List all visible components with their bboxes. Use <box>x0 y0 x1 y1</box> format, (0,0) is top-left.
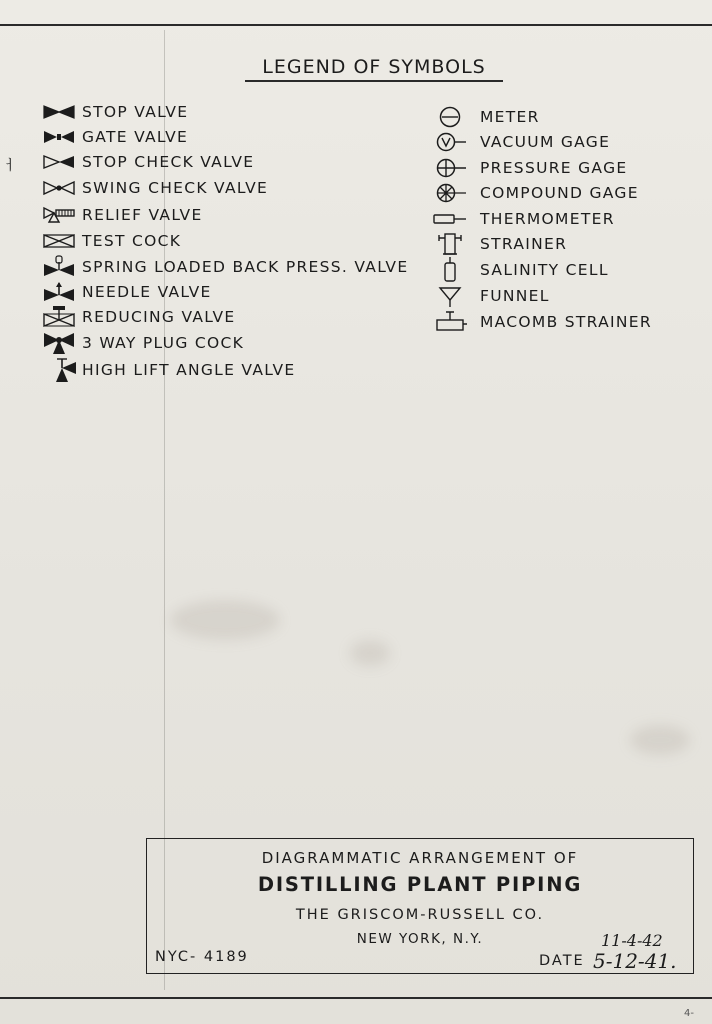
relief-valve-icon <box>36 203 82 227</box>
title-block-heading: DIAGRAMMATIC ARRANGEMENT OF <box>261 849 579 867</box>
legend-item <box>420 284 550 308</box>
legend-item-label: REDUCING VALVE <box>82 308 236 326</box>
compound-gage-icon <box>420 181 480 205</box>
legend-item-label: GATE VALVE <box>82 128 189 146</box>
test-cock-icon <box>36 229 82 253</box>
legend-item <box>420 258 609 282</box>
margin-mark: ㅓ <box>3 158 17 174</box>
stop-check-valve-icon <box>36 150 82 174</box>
legend-item-label: HIGH LIFT ANGLE VALVE <box>82 361 296 379</box>
reducing-valve-icon <box>36 305 82 329</box>
legend-item-label: 3 WAY PLUG COCK <box>82 334 245 352</box>
stop-valve-icon <box>36 100 82 124</box>
legend-item <box>420 310 652 334</box>
legend-item-label: RELIEF VALVE <box>82 206 203 224</box>
legend-item <box>36 331 244 355</box>
legend-item-label: VACUUM GAGE <box>480 133 611 151</box>
legend-item <box>36 125 188 149</box>
legend-item <box>420 156 627 180</box>
drawing-title: DISTILLING PLANT PIPING <box>257 873 583 896</box>
drawing-date: 5-12-41. <box>593 949 677 973</box>
company-location: NEW YORK, N.Y. <box>356 931 484 947</box>
date-label: DATE <box>539 953 585 969</box>
legend-item-label: COMPOUND GAGE <box>480 184 639 202</box>
meter-icon <box>420 105 480 129</box>
legend-item <box>420 207 615 231</box>
legend-item <box>420 181 639 205</box>
three-way-plug-cock-icon <box>36 331 82 355</box>
legend-item-label: PRESSURE GAGE <box>480 159 628 177</box>
high-lift-angle-valve-icon <box>36 358 82 382</box>
needle-valve-icon <box>36 280 82 304</box>
legend-item-label: TEST COCK <box>82 232 182 250</box>
legend-item <box>36 280 212 304</box>
legend-item-label: FUNNEL <box>480 287 550 305</box>
legend-item <box>36 150 254 174</box>
legend-item <box>36 100 188 124</box>
thermometer-icon <box>420 207 480 231</box>
legend-item <box>420 130 610 154</box>
legend-item-label: STOP VALVE <box>82 103 189 121</box>
legend-item <box>36 305 236 329</box>
drawing-number: NYC- 4189 <box>155 949 249 965</box>
legend-item-label: METER <box>480 108 540 126</box>
title-block <box>146 838 694 974</box>
gate-valve-icon <box>36 125 82 149</box>
legend-item-label: MACOMB STRAINER <box>480 313 652 331</box>
pressure-gage-icon <box>420 156 480 180</box>
legend-item-label: STRAINER <box>480 235 568 253</box>
legend-item-label: SALINITY CELL <box>480 261 609 279</box>
legend-item-label: SWING CHECK VALVE <box>82 179 269 197</box>
legend-item-label: SPRING LOADED BACK PRESS. VALVE <box>82 258 409 276</box>
paper-stain <box>170 600 280 640</box>
legend-title: LEGEND OF SYMBOLS <box>245 56 503 82</box>
vacuum-gage-icon <box>420 130 480 154</box>
legend-item-label: NEEDLE VALVE <box>82 283 212 301</box>
legend-item-label: STOP CHECK VALVE <box>82 153 255 171</box>
salinity-cell-icon <box>420 258 480 282</box>
legend-item <box>36 229 181 253</box>
company-name: THE GRISCOM-RUSSELL CO. <box>295 907 545 923</box>
strainer-icon <box>420 232 480 256</box>
top-border-line <box>0 24 712 26</box>
corner-mark: 4- <box>684 1008 694 1019</box>
revision-date: 11-4-42 <box>601 931 663 950</box>
swing-check-valve-icon <box>36 176 82 200</box>
legend-item <box>36 203 203 227</box>
bottom-border-line <box>0 997 712 999</box>
paper-stain <box>350 640 390 666</box>
legend-item <box>420 232 567 256</box>
legend-item <box>36 255 408 279</box>
macomb-strainer-icon <box>420 310 480 334</box>
legend-item <box>36 176 268 200</box>
legend-item <box>36 358 295 382</box>
funnel-icon <box>420 284 480 308</box>
legend-item <box>420 105 540 129</box>
legend-item-label: THERMOMETER <box>480 210 615 228</box>
spring-loaded-back-pressure-valve-icon <box>36 255 82 279</box>
paper-stain <box>630 725 690 755</box>
